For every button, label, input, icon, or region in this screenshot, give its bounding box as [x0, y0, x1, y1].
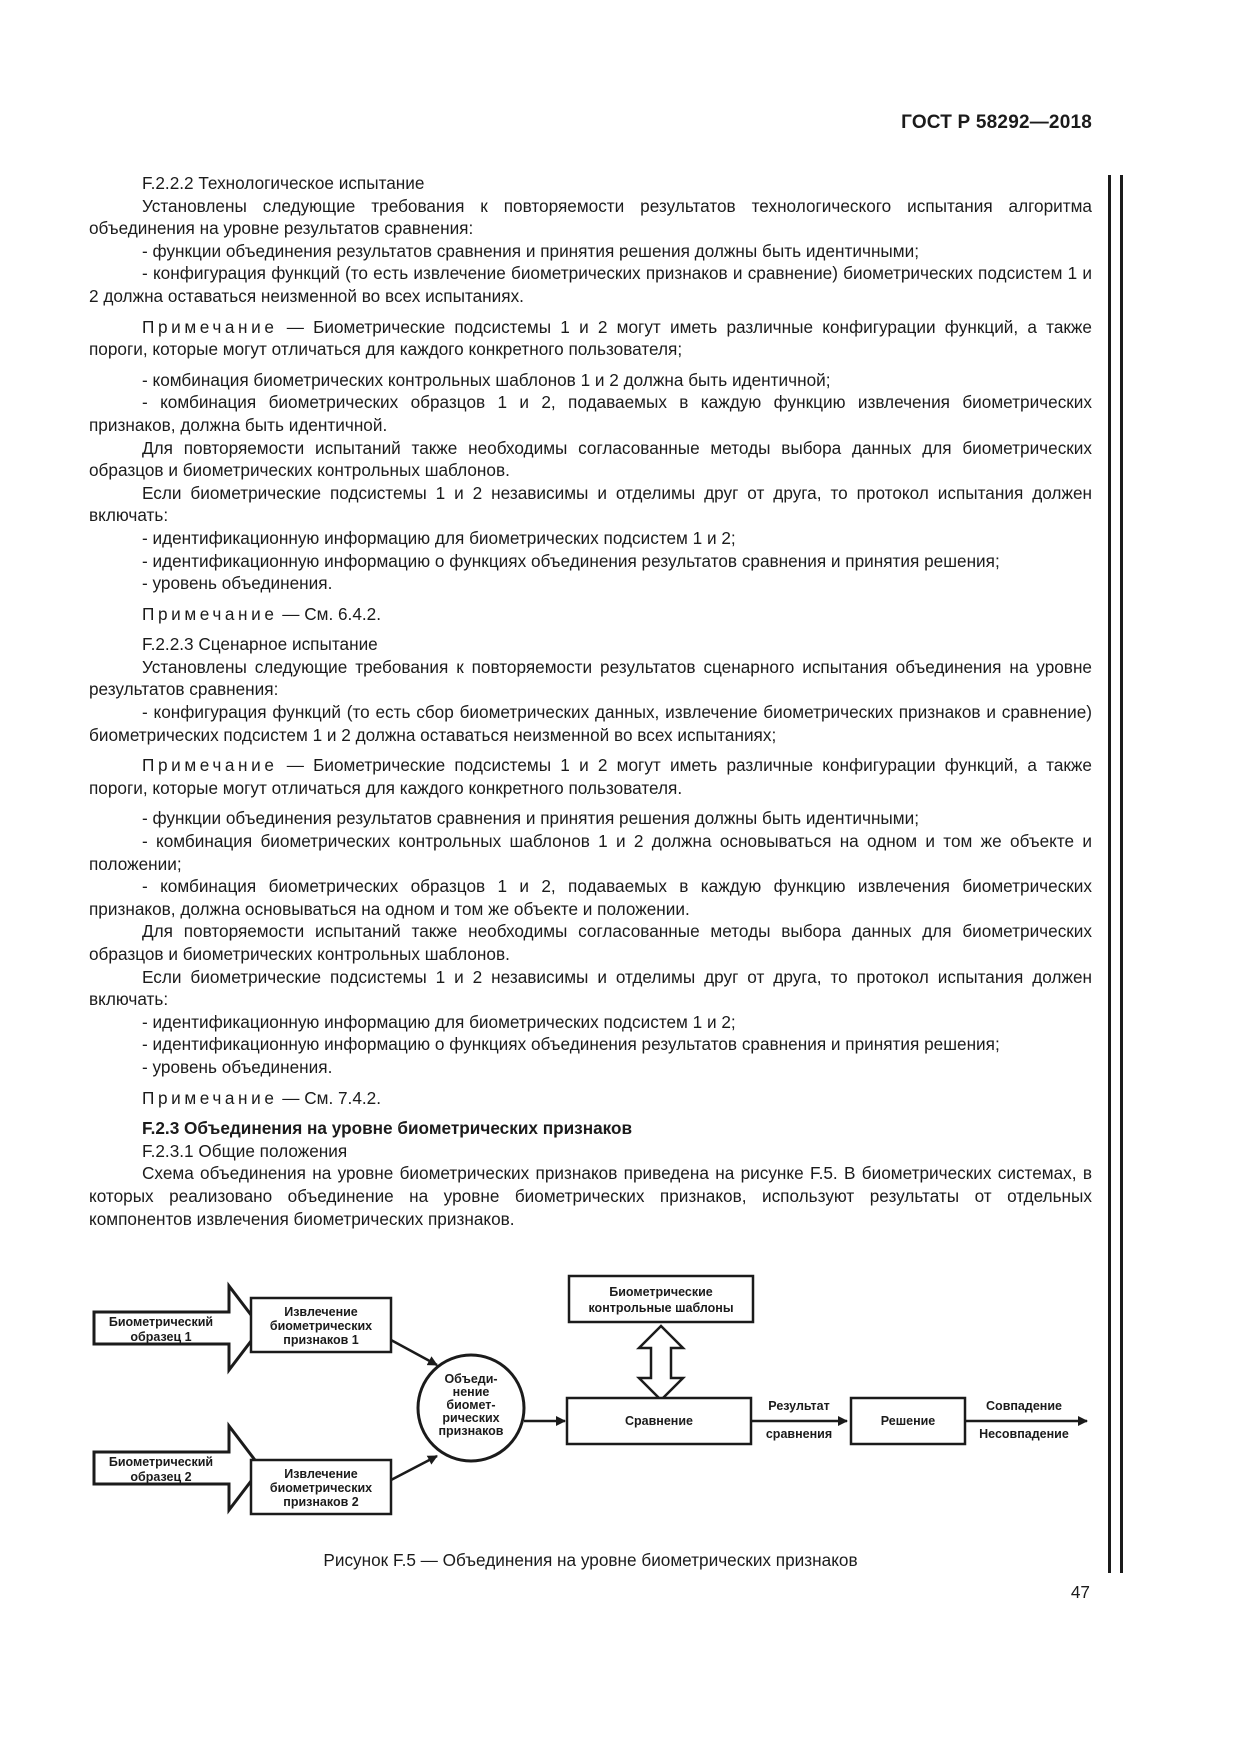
- paragraph-text: - идентификационную информацию о функциях объединения результатов сравнения и принятия решения;: [142, 1034, 1000, 1055]
- paragraph: [89, 172, 1092, 195]
- body-text: [89, 172, 1092, 1230]
- result-label-top: Результат: [768, 1399, 830, 1413]
- section-heading: [89, 1117, 1092, 1140]
- figure-caption: Рисунок F.5 — Объединения на уровне биометрических признаков: [323, 1550, 858, 1570]
- arrow-extract2-to-fusion: [391, 1456, 437, 1480]
- paragraph: [89, 1162, 1092, 1230]
- paragraph-text: Установлены следующие требования к повторяемости результатов технологического испытания алгоритма объединения на уровне результатов сравнения:: [89, 195, 1092, 239]
- nonmatch-label: Несовпадение: [979, 1427, 1069, 1441]
- extract2-label-2: биометрических: [269, 1481, 373, 1495]
- note-label: Примечание: [142, 316, 278, 337]
- paragraph-text: Для повторяемости испытаний также необходимы согласованные методы выбора данных для биометрических образцов и биометрических контрольных шаблонов.: [89, 437, 1092, 481]
- paragraph: [89, 1033, 1092, 1056]
- fusion-label-5: признаков: [438, 1424, 504, 1438]
- note-label: Примечание: [142, 603, 278, 624]
- paragraph: [89, 1011, 1092, 1034]
- fusion-label-1: Объеди-: [444, 1372, 498, 1386]
- paragraph: [89, 240, 1092, 263]
- sample2-label-2: образец 2: [130, 1470, 192, 1484]
- match-label: Совпадение: [986, 1399, 1062, 1413]
- decision-label: Решение: [880, 1414, 936, 1428]
- templates-compare-double-arrow: [639, 1326, 683, 1400]
- change-bar-left: [1108, 175, 1111, 1573]
- paragraph: [89, 527, 1092, 550]
- note-paragraph: [89, 316, 1092, 361]
- change-bar-right: [1120, 175, 1123, 1573]
- paragraph-text: - функции объединения результатов сравнения и принятия решения должны быть идентичными;: [142, 240, 919, 261]
- paragraph-text: F.2.2.3 Сценарное испытание: [142, 634, 378, 655]
- paragraph-text: - конфигурация функций (то есть извлечение биометрических признаков и сравнение) биометрических подсистем 1 и 2 должна оставаться неизменной во всех испытаниях.: [89, 263, 1092, 306]
- paragraph: [89, 830, 1092, 875]
- paragraph: [89, 701, 1092, 746]
- document-code: ГОСТ Р 58292—2018: [901, 112, 1092, 133]
- paragraph: [89, 633, 1092, 656]
- templates-label-1: Биометрические: [609, 1285, 713, 1299]
- result-label-bottom: сравнения: [765, 1427, 833, 1441]
- note-label: Примечание: [142, 1087, 278, 1108]
- paragraph: [89, 656, 1092, 701]
- extract1-label-2: биометрических: [269, 1319, 373, 1333]
- paragraph: [89, 437, 1092, 482]
- templates-label-2: контрольные шаблоны: [588, 1301, 734, 1315]
- compare-label: Сравнение: [625, 1414, 693, 1428]
- paragraph-text: - комбинация биометрических контрольных шаблонов 1 и 2 должна быть идентичной;: [142, 369, 831, 390]
- paragraph: [89, 391, 1092, 436]
- paragraph: [89, 1056, 1092, 1079]
- fusion-label-4: рических: [442, 1411, 500, 1425]
- paragraph-text: Схема объединения на уровне биометрических признаков приведена на рисунке F.5. В биометрических системах, в которых реализовано объединение на уровне биометрических признаков, используют результаты от отдельных компонентов извлечения биометрических признаков.: [89, 1163, 1092, 1229]
- paragraph-text: - уровень объединения.: [142, 573, 333, 594]
- paragraph: [89, 550, 1092, 573]
- paragraph-text: - комбинация биометрических образцов 1 и 2, подаваемых в каждую функцию извлечения биометрических признаков, должна быть идентичной.: [89, 392, 1092, 435]
- extract2-label-3: признаков 2: [283, 1495, 359, 1509]
- paragraph-text: - функции объединения результатов сравнения и принятия решения должны быть идентичными;: [142, 808, 919, 829]
- sample1-label-2: образец 1: [130, 1330, 192, 1344]
- paragraph: [89, 195, 1092, 240]
- arrow-extract1-to-fusion: [391, 1340, 437, 1365]
- note-paragraph: [89, 754, 1092, 799]
- sample2-label-1: Биометрический: [108, 1455, 214, 1469]
- extract2-label-1: Извлечение: [284, 1467, 358, 1481]
- paragraph: [89, 920, 1092, 965]
- extract1-label-1: Извлечение: [284, 1305, 358, 1319]
- note-paragraph: [89, 1087, 1092, 1110]
- sample1-label-1: Биометрический: [108, 1315, 214, 1329]
- fusion-label-3: биомет-: [446, 1398, 496, 1412]
- paragraph-text: - идентификационную информацию для биометрических подсистем 1 и 2;: [142, 1011, 736, 1032]
- paragraph-text: - комбинация биометрических образцов 1 и 2, подаваемых в каждую функцию извлечения биометрических признаков, должна основываться на одном и том же объекте и положении.: [89, 876, 1092, 919]
- fusion-diagram: [89, 1272, 1092, 1540]
- paragraph-text: F.2.3 Объединения на уровне биометрических признаков: [142, 1118, 633, 1139]
- paragraph-text: - конфигурация функций (то есть сбор биометрических данных, извлечение биометрических признаков и сравнение) биометрических подсистем 1 и 2 должна оставаться неизменной во всех испытаниях;: [89, 702, 1092, 745]
- paragraph: [89, 807, 1092, 830]
- note-label: Примечание: [142, 755, 278, 776]
- paragraph-text: — См. 7.4.2.: [277, 1087, 382, 1108]
- paragraph-text: — См. 6.4.2.: [277, 603, 382, 624]
- page-number: 47: [1070, 1582, 1090, 1602]
- extract1-label-3: признаков 1: [283, 1333, 359, 1347]
- paragraph-text: - идентификационную информацию для биометрических подсистем 1 и 2;: [142, 527, 736, 548]
- paragraph: [89, 369, 1092, 392]
- change-bars: [1108, 175, 1124, 1573]
- paragraph-text: Если биометрические подсистемы 1 и 2 независимы и отделимы друг от друга, то протокол испытания должен включать:: [89, 482, 1092, 526]
- paragraph: [89, 482, 1092, 527]
- paragraph-text: Установлены следующие требования к повторяемости результатов сценарного испытания объединения на уровне результатов сравнения:: [89, 656, 1092, 700]
- fusion-label-2: нение: [452, 1385, 490, 1399]
- paragraph: [89, 1140, 1092, 1163]
- paragraph-text: - комбинация биометрических контрольных шаблонов 1 и 2 должна основываться на одном и том же объекте и положении;: [89, 831, 1092, 874]
- paragraph-text: - идентификационную информацию о функциях объединения результатов сравнения и принятия решения;: [142, 550, 1000, 571]
- paragraph: [89, 966, 1092, 1011]
- templates-box: [569, 1276, 753, 1322]
- paragraph-text: - уровень объединения.: [142, 1056, 333, 1077]
- paragraph-text: Если биометрические подсистемы 1 и 2 независимы и отделимы друг от друга, то протокол испытания должен включать:: [89, 966, 1092, 1010]
- paragraph-text: — Биометрические подсистемы 1 и 2 могут иметь различные конфигурации функций, а также пороги, которые могут отличаться для каждого конкретного пользователя;: [89, 316, 1092, 360]
- paragraph-text: — Биометрические подсистемы 1 и 2 могут иметь различные конфигурации функций, а также пороги, которые могут отличаться для каждого конкретного пользователя.: [89, 755, 1092, 798]
- paragraph: [89, 262, 1092, 307]
- paragraph: [89, 572, 1092, 595]
- figure-f5: [89, 1272, 1092, 1540]
- paragraph-text: F.2.2.2 Технологическое испытание: [142, 173, 425, 193]
- note-paragraph: [89, 603, 1092, 626]
- paragraph-text: F.2.3.1 Общие положения: [142, 1140, 348, 1161]
- paragraph: [89, 875, 1092, 920]
- paragraph-text: Для повторяемости испытаний также необходимы согласованные методы выбора данных для биометрических образцов и биометрических контрольных шаблонов.: [89, 921, 1092, 964]
